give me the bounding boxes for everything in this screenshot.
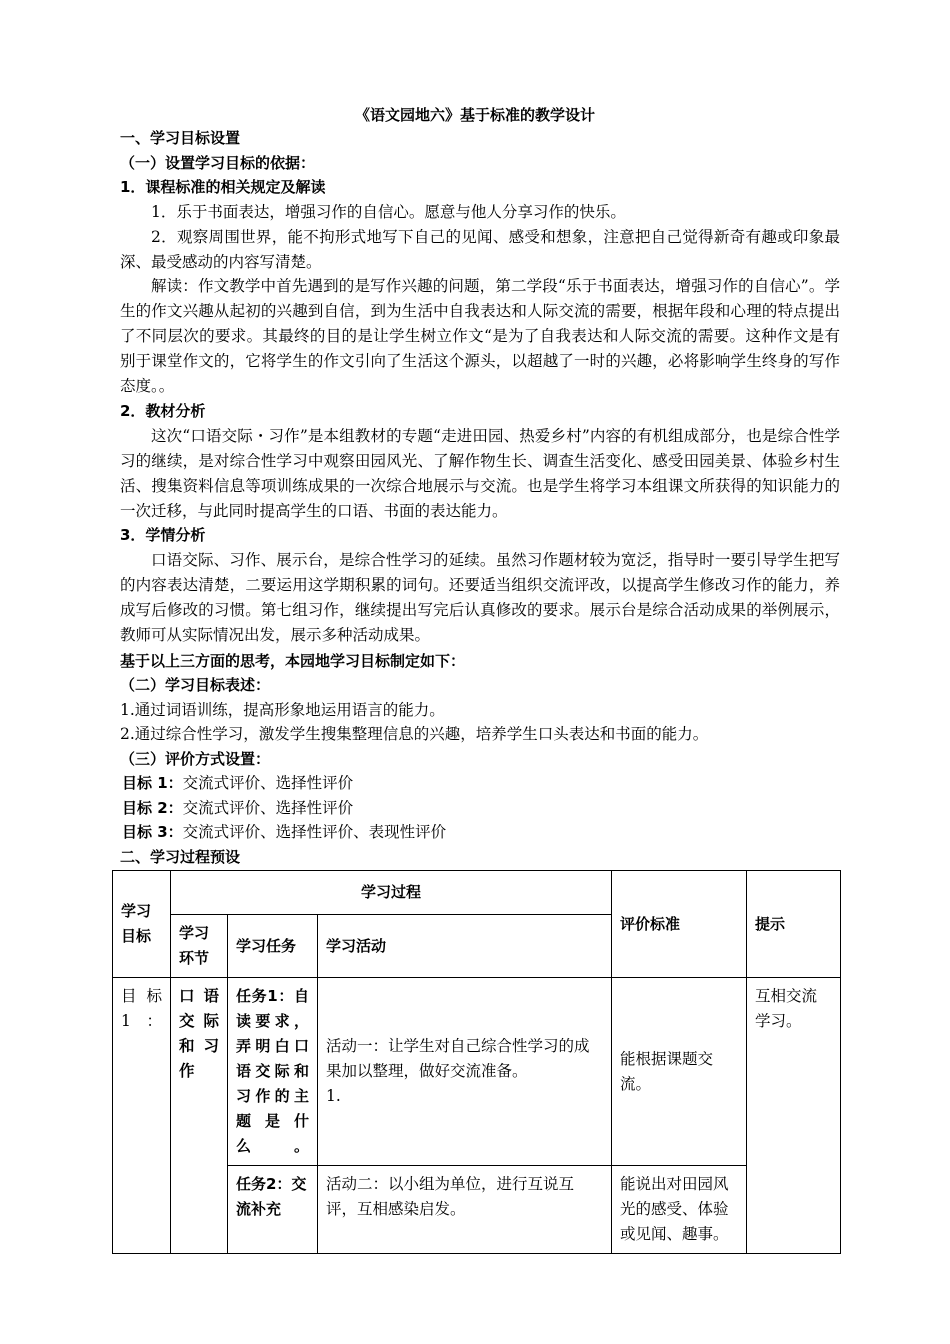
eval-label: 目标 2： (122, 799, 183, 817)
header-task: 学习任务 (228, 915, 318, 978)
goal-1: 1.通过词语训练，提高形象地运用语言的能力。 (120, 701, 445, 719)
eval-text: 交流式评价、选择性评价 (182, 774, 354, 792)
eval-text: 交流式评价、选择性评价、表现性评价 (182, 823, 447, 841)
activity-1-text: 活动一：让学生对自己综合性学习的成果加以整理，做好交流准备。 (326, 1037, 590, 1080)
learning-process-table (112, 870, 841, 1254)
criteria-2: 能说出对田园风光的感受、体验或见闻、趣事。 (612, 1166, 747, 1254)
header-activity: 学习活动 (318, 915, 612, 978)
activity-1 (318, 978, 612, 1166)
hint-1: 互相交流学习。 (747, 978, 841, 1254)
section-heading-1: 一、学习目标设置 (120, 129, 241, 147)
activity-1-number: 1. (326, 1087, 341, 1105)
subheading-goals: （二）学习目标表述： (120, 676, 271, 694)
material-analysis-paragraph: 这次“口语交际・习作”是本组教材的专题“走进田园、热爱乡村”内容的有机组成部分，也是综合性学习的继续，是对综合性学习中观察田园风光、了解作物生长、调查生活变化、感受田园美景、体验乡村生活、搜集资料信息等项训练成果的一次综合地展示与交流。也是学生将学习本组课文所获得的知识能力的一次迁移，与此同时提高学生的口语、书面的表达能力。 (120, 427, 840, 520)
conclusion-line: 基于以上三方面的思考，本园地学习目标制定如下： (120, 652, 466, 670)
eval-line (122, 797, 842, 819)
task-2-text: 任务2：交流补充 (236, 1175, 307, 1218)
section-heading-2: 二、学习过程预设 (120, 848, 241, 866)
item-heading-learner: 3．学情分析 (120, 526, 206, 544)
subheading-evaluation: （三）评价方式设置： (120, 750, 271, 768)
header-learning-goal: 学习目标 (113, 871, 171, 978)
task-1-text: 任务1：自读要求，弄明白口语交际和习作的主题是什么。 (236, 987, 309, 1155)
task-2 (228, 1166, 318, 1254)
header-hint: 提示 (747, 871, 841, 978)
standard-2: 2．观察周围世界，能不拘形式地写下自己的见闻、感受和想象，注意把自己觉得新奇有趣或印象最深、最受感动的内容写清楚。 (120, 228, 840, 271)
document-title: 《语文园地六》基于标准的教学设计 (354, 106, 595, 124)
eval-text: 交流式评价、选择性评价 (182, 799, 354, 817)
interpretation-paragraph: 解读：作文教学中首先遇到的是写作兴趣的问题，第二学段“乐于书面表达，增强习作的自信心”。学生的作文兴趣从起初的兴趣到自信，到为生活中自我表达和人际交流的需要，根据年段和心理的特点提出了不同层次的要求。其最终的目的是让学生树立作文“是为了自我表达和人际交流的需要。这种作文是有别于课堂作文的，它将学生的作文引向了生活这个源头，以超越了一时的兴趣，必将影响学生终身的写作态度。。 (120, 277, 840, 395)
subheading-basis: （一）设置学习目标的依据： (120, 154, 316, 172)
standard-1: 1．乐于书面表达，增强习作的自信心。愿意与他人分享习作的快乐。 (151, 203, 626, 221)
header-criteria: 评价标准 (612, 871, 747, 978)
goal-2: 2.通过综合性学习，激发学生搜集整理信息的兴趣，培养学生口头表达和书面的能力。 (120, 725, 709, 743)
learner-analysis-paragraph: 口语交际、习作、展示台，是综合性学习的延续。虽然习作题材较为宽泛，指导时一要引导学生把写的内容表达清楚，二要运用这学期积累的词句。还要适当组织交流评改，以提高学生修改习作的能力，养成写后修改的习惯。第七组习作，继续提出写完后认真修改的要求。展示台是综合活动成果的举例展示，教师可从实际情况出发，展示多种活动成果。 (120, 551, 840, 644)
eval-label: 目标 1： (122, 774, 183, 792)
eval-line (122, 772, 842, 794)
header-learning-process: 学习过程 (171, 871, 612, 915)
item-heading-material: 2．教材分析 (120, 402, 206, 420)
row-goal: 目标1： (113, 978, 171, 1254)
eval-line (122, 821, 842, 843)
task-1 (228, 978, 318, 1166)
activity-2: 活动二：以小组为单位，进行互说互评，互相感染启发。 (318, 1166, 612, 1254)
item-heading-standards: 1．课程标准的相关规定及解读 (120, 178, 326, 196)
eval-label: 目标 3： (122, 823, 183, 841)
criteria-1: 能根据课题交流。 (612, 978, 747, 1166)
header-stage: 学习环节 (171, 915, 228, 978)
row-stage: 口语交际和习作 (171, 978, 228, 1254)
